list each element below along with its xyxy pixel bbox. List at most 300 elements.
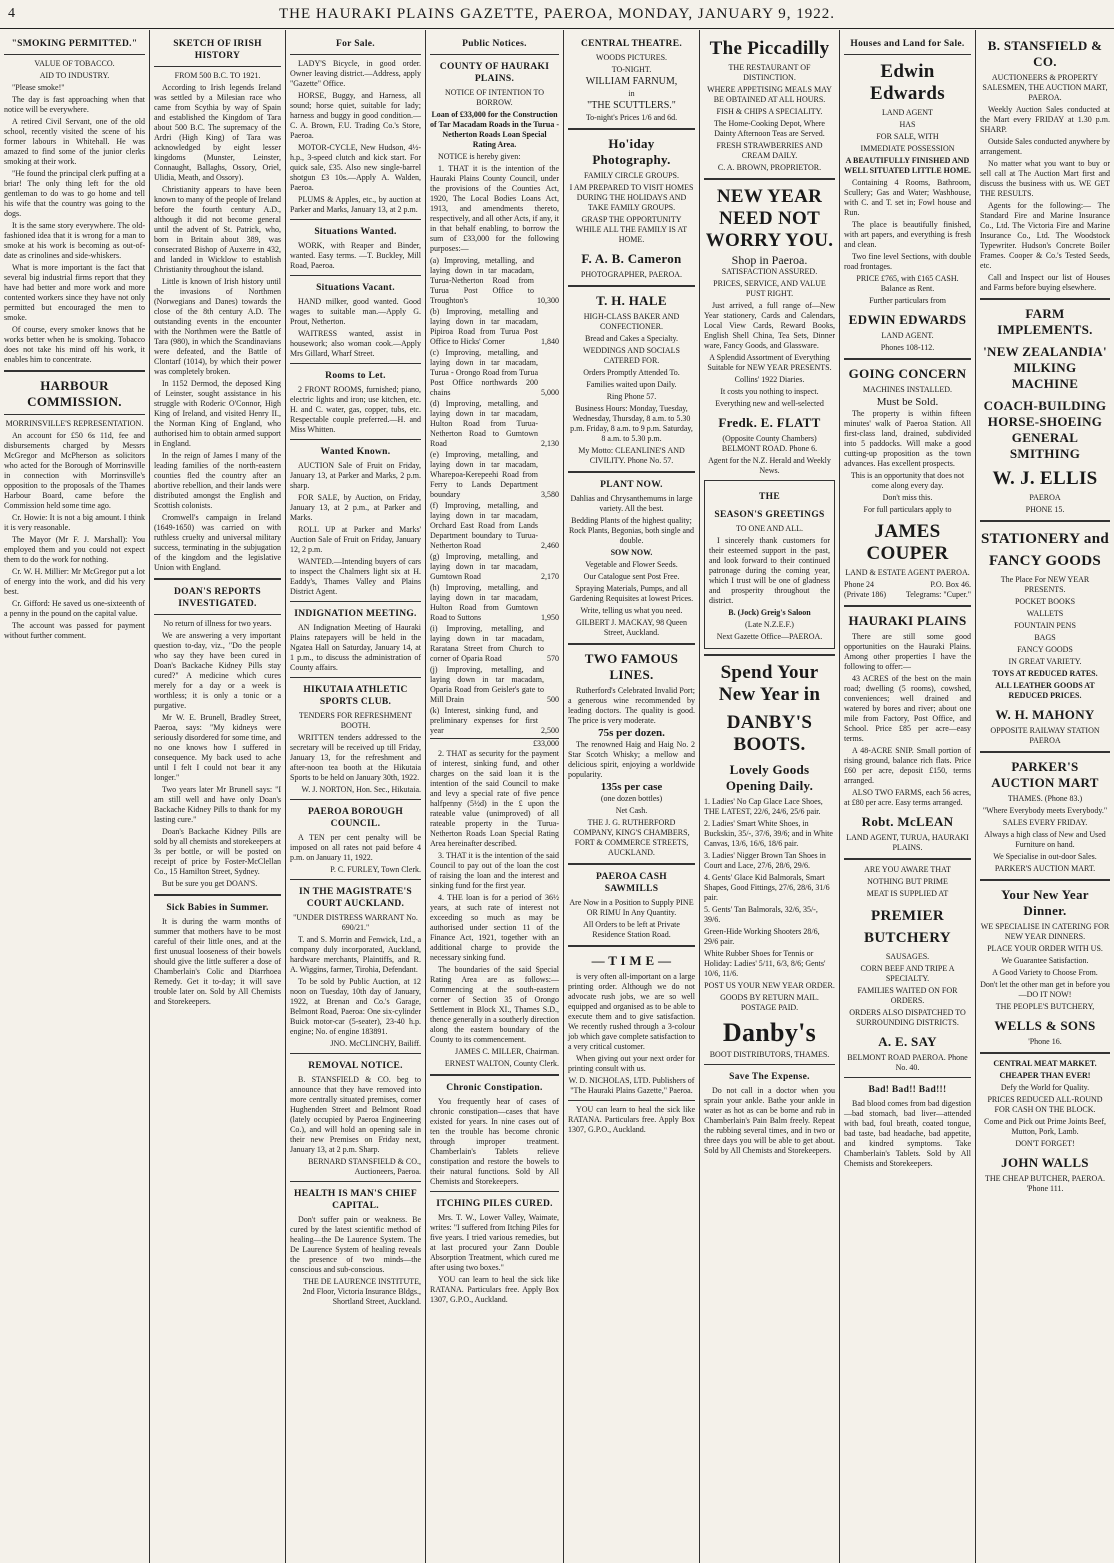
price: 75s per dozen. <box>598 727 665 739</box>
loan-item <box>430 706 559 736</box>
paragraph: An account for £50 6s 11d, fee and disbursements charged by Messrs McGregor and McPherson as solicitors who acted for the Borough of Morrinsville in connection with Morrinsville's opposition to the proposals of the Thames Harbour Board, came before the Commission held some time ago. <box>4 431 145 510</box>
loan-item <box>430 348 559 398</box>
ad-text: 43 ACRES of the best on the main road; dwelling (5 rooms), cowshed, conveniences; well drained and watered by bores and river; about one mile from Factory, Post Office, and School. Price £85 per acre—easy terms. <box>844 674 971 743</box>
ad-text: NOTHING BUT PRIME <box>867 877 948 886</box>
paragraph: 3. THAT it is the intention of the said Council to pay out of the loan the cost of raising the loan and the interest and sinking fund for the first year. <box>430 851 559 890</box>
ad-text: Weekly Auction Sales conducted at the Mart every FRIDAY at 1.30 p.m. SHARP. <box>980 105 1110 134</box>
ad-text: I AM PREPARED TO VISIT HOMES DURING THE HOLIDAYS AND TAKE FAMILY GROUPS. <box>569 183 694 212</box>
notice: A TEN per cent penalty will be imposed on all rates not paid before 4 p.m. on January 11, 1922. <box>290 833 421 862</box>
ad-text: PLACE YOUR ORDER WITH US. <box>987 944 1103 953</box>
loan-item-amount: 2,460 <box>541 541 559 550</box>
ad-text: SALES EVERY FRIDAY. <box>1002 818 1088 827</box>
shoe-item: 4. Gents' Glace Kid Balmorals, Smart Shapes, Good Fittings, 27/6, 28/6, 31/6 pair. <box>704 873 830 902</box>
ad-text: "Where Everybody meets Everybody." <box>982 806 1108 815</box>
ad-text: LAND & ESTATE AGENT PAEROA. <box>845 568 970 577</box>
paragraph: The boundaries of the said Special Rating Area are as follows:—Commencing at the south-eastern corner of Section 35 of Orongo Settlement in Block XI., Thames S.D., thence generally in a southerly direction along the eastern boundary of the County to its commencement. <box>430 965 559 1044</box>
loan-item-amount: 2,170 <box>541 572 559 581</box>
headline-flatt: Fredk. E. FLATT <box>718 415 821 430</box>
ad-text: PARKER'S AUCTION MART. <box>994 864 1096 873</box>
loan-item-amount: 5,000 <box>541 388 559 397</box>
ad-text: ORDERS ALSO DISPATCHED TO SURROUNDING DISTRICTS. <box>849 1008 966 1027</box>
telegrams: Telegrams: "Cuper." <box>905 590 971 599</box>
paragraph: Mrs. T. W., Lower Valley, Waimate, writes: "I suffered from Itching Piles for five years. I tried various remedies, but at last procured your Zann Double Absorption Treatment, which cured me after using two boxes." <box>430 1213 559 1272</box>
ad-text: AUCTIONEERS & PROPERTY SALESMEN, THE AUCTION MART, PAEROA. <box>982 73 1108 102</box>
stationery-item: FOUNTAIN PENS <box>1014 621 1076 630</box>
headline-spend: Spend Your New Year in <box>718 662 821 705</box>
ad-text: Our Catalogue sent Post Free. <box>583 572 680 581</box>
ad-text: Don't let the other man get in before you—DO IT NOW! <box>980 980 1110 999</box>
ad-text: Outside Sales conducted anywhere by arrangement. <box>980 137 1110 156</box>
loan-item-amount: 2,500 <box>541 726 559 735</box>
ad-text: The Home-Cooking Depot, Where Dainty Afternoon Teas are Served. <box>714 119 825 138</box>
loan-item-amount: 1,840 <box>541 337 559 346</box>
signature: P. C. FURLEY, Town Clerk. <box>330 865 421 874</box>
notice: AN Indignation Meeting of Hauraki Plains ratepayers will be held in the Ngatea Hall on Saturday, January 14, at 1 p.m., to discuss the administration of County affairs. <box>290 623 421 672</box>
ad-text: Defy the World for Quality. <box>1000 1083 1090 1092</box>
loan-item <box>430 450 559 500</box>
masthead <box>0 0 1114 29</box>
ad-text: The renowned Haig and Haig No. 2 Star Scotch Whisky; a mellow and delicious spirit, enjoying a worldwide popularity. <box>568 740 695 779</box>
ad-text: GOODS BY RETURN MAIL. POSTAGE PAID. <box>720 993 819 1012</box>
stationery-item: WALLETS <box>1026 609 1064 618</box>
headline-save-expense: Save The Expense. <box>729 1072 810 1082</box>
loan-item-text: (j) Improving, metalling, and laying down in tar macadam, Oparia Road from Geisler's gate to Mill Drain <box>430 665 544 704</box>
ad-text: For full particulars apply to <box>863 505 952 514</box>
signature: BERNARD STANSFIELD & CO., Auctioneers, Paeroa. <box>308 1157 421 1176</box>
ad-text: There are still some good opportunities on the Hauraki Plains. Among other properties I have the following to offer:— <box>844 632 971 671</box>
ad-text: Further particulars from <box>869 296 946 305</box>
ad-text: Bedding Plants of the highest quality; Rock Plants, Begonias, both single and double. <box>568 516 695 545</box>
headline-say: A. E. SAY <box>878 1034 937 1049</box>
subheading: No return of illness for two years. <box>163 619 272 628</box>
paragraph: 2. THAT as security for the payment of interest, sinking fund, and other charges on the said loan it is the intention of the said Council to make and levy a special rate of five pence halfpenny (5½d) in the £ upon the rateable value (unimproved) of all rateable property in the Turua-Netherton Roads Loan Special Rating Area hereinafter described. <box>430 749 559 848</box>
ad-text: CENTRAL MEAT MARKET. <box>993 1059 1097 1068</box>
column-3 <box>286 30 426 1563</box>
ad-text: Don't miss this. <box>882 493 933 502</box>
loan-item-amount: 500 <box>547 695 559 704</box>
loan-total: £33,000 <box>430 738 559 749</box>
column-6 <box>700 30 840 1563</box>
shoe-item: Green-Hide Working Shooters 28/6, 29/6 pair. <box>704 927 820 946</box>
classified-ad: WAITRESS wanted, assist in housework; also woman cook.—Apply Mrs Gillard, Wharf Street. <box>290 329 421 358</box>
loan-items-list <box>430 256 559 736</box>
ad-text: BOOT DISTRIBUTORS, THAMES. <box>709 1050 830 1059</box>
headline-farm-implements: FARM IMPLEMENTS. <box>997 306 1093 337</box>
headline-edwin-edwards: Edwin Edwards <box>870 61 945 104</box>
ad-text: Write, telling us what you need. <box>580 606 683 615</box>
ad-text: FOR SALE, WITH <box>876 132 939 141</box>
ad-text: Agent for the N.Z. Herald and Weekly News. <box>708 456 831 475</box>
headline-hikutaia: HIKUTAIA ATHLETIC SPORTS CLUB. <box>303 685 408 707</box>
ad-text: PRICES REDUCED ALL-ROUND FOR CASH ON THE BLOCK. <box>987 1095 1103 1114</box>
notice: Don't suffer pain or weakness. Be cured by the latest scientific method of healing—the De Laurence System. The De Laurence System of healing reveals the presence of two minds—the conscious and sub-conscious. <box>290 1215 421 1274</box>
ad-text: MEAT IS SUPPLIED AT <box>866 889 949 898</box>
newspaper-title: THE HAURAKI PLAINS GAZETTE, PAEROA, MONDAY, JANUARY 9, 1922. <box>279 5 835 22</box>
ad-text: BELMONT ROAD PAEROA. Phone No. 40. <box>847 1053 968 1072</box>
ad-text: OPPOSITE RAILWAY STATION PAEROA <box>990 726 1100 745</box>
headline-itching-piles: ITCHING PILES CURED. <box>436 1199 553 1209</box>
classified-ad: AUCTION Sale of Fruit on Friday, January 13, at Parker and Marks, 2 p.m. sharp. <box>290 461 421 490</box>
headline-health: HEALTH IS MAN'S CHIEF CAPITAL. <box>294 1189 417 1211</box>
shoe-item: 2. Ladies' Smart White Shoes, in Buckskin, 35/-, 37/6, 39/6; and in White Canvas, 13/6, 16/6, 18/6 pair. <box>704 819 833 848</box>
paragraph: You frequently hear of cases of chronic constipation—cases that have existed for years. In nine cases out of ten the trouble has become chronic through improper treatment. Chamberlain's Tablets relieve constipation and restore the bowels to their natural functions. Sold by All Chemists and Storekeepers. <box>430 1097 559 1186</box>
ad-text: ALL LEATHER GOODS AT REDUCED PRICES. <box>995 681 1095 700</box>
classified-ad: ROLL UP at Parker and Marks' Auction Sale of Fruit on Friday, January 12, 2 p.m. <box>290 525 421 554</box>
notice: T. and S. Morrin and Fenwick, Ltd., a company duly incorporated, Auckland, hardware merchants, Plaintiffs, and R. A. Wiggins, farmer, Tirohia, Defendant. <box>290 935 421 974</box>
headline-borough: PAEROA BOROUGH COUNCIL. <box>307 807 404 829</box>
ad-text: Always a high class of New and Used Furniture on hand. <box>984 830 1106 849</box>
paragraph: We are answering a very important question to-day, viz., "Do the people who say they have been cured in Doan's Backache Kidney Pills stay cured?" A medicine which cures merely for a day or a week is worthless; it is only a tonic or a purgative. <box>154 631 281 710</box>
classified-ad: WANTED.—Intending buyers of cars to inspect the Chalmers light six at H. Eaddy's, Thames Valley and Plains District Agent. <box>290 557 421 596</box>
classified-ad: HAND milker, good wanted. Good wages to suitable man.—Apply G. Prout, Netherton. <box>290 297 421 326</box>
ad-text: Phones 108-112. <box>880 343 935 352</box>
signature: W. J. NORTON, Hon. Sec., Hikutaia. <box>301 785 421 794</box>
ad-text: CORN BEEF AND TRIPE A SPECIALTY. <box>860 964 955 983</box>
subheading: AID TO INDUSTRY. <box>39 71 110 80</box>
ad-text: Business Hours: Monday, Tuesday, Wednesday, Thursday, 8 a.m. to 5.30 p.m. Friday, 8 a.m. to 9 p.m. Saturday, 8 a.m. to 5.30 p.m. <box>570 404 693 443</box>
section-header-for-sale: For Sale. <box>336 39 375 49</box>
paragraph: Mr W. E. Brunell, Bradley Street, Paeroa, says: "My kidneys were seriously disordered for some time, and no one knows how I suffered in consequence. My back used to ache until I felt I could not bear it any longer." <box>154 713 281 782</box>
shoe-item: 5. Gents' Tan Balmorals, 32/6, 35/-, 39/6. <box>704 905 818 924</box>
paragraph: Of course, every smoker knows that he works better when he is smoking. Tobacco does not take his mind off his work, it enables him to concentrate. <box>4 325 145 364</box>
ad-text: We Guarantee Satisfaction. <box>1001 956 1089 965</box>
notice: To be sold by Public Auction, at 12 noon on Tuesday, 10th day of January, 1922, at Brenan and Co.'s Garage, Belmont Road, Paeroa: One six-cylinder Buick motor-car (5-seater), 23-40 h.p. engine; No. of engine 183891. <box>290 977 421 1036</box>
ad-text: W. D. NICHOLAS, LTD. Publishers of "The Hauraki Plains Gazette," Paeroa. <box>568 1076 695 1095</box>
section-header-situations-wanted: Situations Wanted. <box>314 227 397 237</box>
headline-smoking: "SMOKING PERMITTED." <box>11 39 138 49</box>
classified-ad: WORK, with Reaper and Binder, wanted. Easy terms. —T. Buckley, Mill Road, Paeroa. <box>290 241 421 270</box>
section-header-rooms: Rooms to Let. <box>325 371 386 381</box>
stationery-item: BAGS <box>1034 633 1056 642</box>
subheading: "UNDER DISTRESS WARRANT No. 690/21." <box>293 913 418 932</box>
paragraph: A retired Civil Servant, one of the old school, recently visited the scene of his former labours in Whitehall. He was amazed to find some of the junior clerks smoking at their work. <box>4 117 145 166</box>
classified-ad: HORSE, Buggy, and Harness, all sound; horse quiet, suitable for lady; harness and buggy in good condition.—C. A. Brown, F.U. Trading Co.'s Store, Paeroa. <box>290 91 421 140</box>
headline-going-concern: GOING CONCERN <box>848 366 967 381</box>
ad-text: SATISFACTION ASSURED. <box>721 267 818 276</box>
signature: ERNEST WALTON, County Clerk. <box>444 1059 559 1068</box>
paragraph: "Please smoke!" <box>12 83 65 92</box>
headline-the: THE <box>759 492 780 502</box>
ad-text: SAUSAGES. <box>885 952 930 961</box>
paragraph: Cr. Howie: It is not a big amount. I think it is very reasonable. <box>4 513 145 532</box>
headline-county: COUNTY OF HAURAKI PLAINS. <box>439 62 550 84</box>
headline-theatre: CENTRAL THEATRE. <box>580 39 683 49</box>
ad-text: Collins' 1922 Diaries. <box>734 375 805 384</box>
ad-text: Are Now in a Position to Supply PINE OR RIMU In Any Quantity. <box>569 898 694 917</box>
ad-text: MACHINES INSTALLED. <box>862 385 953 394</box>
headline-new-year-dinner: Your New Year Dinner. <box>1001 887 1089 918</box>
paragraph: Cr. Gifford: He saved us one-sixteenth of a penny in the pound on the capital value. <box>4 599 145 618</box>
ad-text: Ring Phone 57. <box>606 392 657 401</box>
loan-item-text: (e) Improving, metalling, and laying down in tar macadam, Wharepoa-Kerepeehi Road from Ferry to Lands Department boundary <box>430 450 538 499</box>
ad-text: The place is beautifully finished, with art papers, and everything is fresh and clean. <box>844 220 971 249</box>
ad-text: PAEROA <box>1029 493 1061 502</box>
paragraph: The Mayor (Mr F. J. Marshall): You employed them and you could not expect them to do the work for nothing. <box>4 535 145 564</box>
ad-text: IMMEDIATE POSSESSION <box>860 144 955 153</box>
loan-item-text: (c) Improving, metalling, and laying down in tar macadam, Turua - Orongo Road from Turua Post Office northwards 200 chains <box>430 348 538 397</box>
stationery-item: IN GREAT VARIETY. <box>1008 657 1082 666</box>
paragraph: YOU can learn to heal the sick like RATANA. Particulars free. Apply Box 1307, G.P.O., Auckland. <box>430 1275 559 1304</box>
headline-sick-babies: Sick Babies in Summer. <box>166 903 269 913</box>
ad-text: I sincerely thank customers for their esteemed support in the past, and look forward to their continued patronage during the coming year, which I trust will be one of gladness and prosperity throughout the district. <box>709 536 830 605</box>
headline-harbour: HARBOUR COMMISSION. <box>27 378 122 409</box>
loan-item <box>430 256 559 306</box>
headline-edwin-edwards-2: EDWIN EDWARDS <box>848 312 967 327</box>
headline-stationery: STATIONERY and FANCY GOODS <box>980 531 1110 569</box>
loan-item-amount: 570 <box>547 654 559 663</box>
section-header-houses: Houses and Land for Sale. <box>850 39 965 49</box>
section-header-situations-vacant: Situations Vacant. <box>316 283 395 293</box>
loan-item-text: (b) Improving, metalling and laying down in tar macadam, Pipiroa Road from Turua Post Office to Hicks' Corner <box>430 307 538 346</box>
ad-text: Bad blood comes from bad digestion—bad stomach, bad liver—attended with bad, foul breath, coated tongue, bad taste, bad headache, bad appetite, and kindred symptoms. Take Chamberlain's Tablets. Sold by All Chemists and Storekeepers. <box>844 1099 971 1168</box>
ad-text: ALSO TWO FARMS, each 56 acres, at £80 per acre. Easy terms arranged. <box>844 788 971 807</box>
ad-text: PHOTOGRAPHER, PAEROA. <box>580 270 683 279</box>
loan-item-text: (i) Improving, metalling, and laying down in tar macadam, Raratana Street from Church to corner of Oparia Road <box>430 624 544 663</box>
paragraph: The account was passed for payment without further comment. <box>4 621 145 640</box>
headline-stansfield: B. STANSFIELD & CO. <box>987 38 1103 69</box>
loan-item-amount: 2,130 <box>541 439 559 448</box>
headline-coach-building: COACH-BUILDING HORSE-SHOEING GENERAL SMITHING <box>983 398 1107 461</box>
ad-text: To-night's Prices 1/6 and 6d. <box>585 113 678 122</box>
ad-text: B. (Jock) Greig's Saloon <box>728 608 811 617</box>
headline-lovely-goods: Lovely Goods Opening Daily. <box>725 762 814 793</box>
ad-text: CHEAPER THAN EVER! <box>999 1071 1091 1080</box>
ad-text: WE SPECIALISE IN CATERING FOR NEW YEAR DINNERS. <box>980 922 1110 941</box>
paragraph: "He found the principal clerk puffing at a briar! The only thing left for the old gentleman to do was to go home and tell his wife that the country was going to the dogs. <box>4 169 145 218</box>
ad-text: WOODS PICTURES. <box>595 53 668 62</box>
ad-text: "THE SCUTTLERS." <box>587 100 676 111</box>
paragraph: What is more important is the fact that several big industrial firms report that they have had better and more work and more contented workers since they have not only permitted but encouraged the men to smoke. <box>4 263 145 322</box>
ad-text: Everything new and well-selected <box>715 399 824 408</box>
paragraph: It is during the warm months of summer that mothers have to be most careful of their little ones, and at the first unusual looseness of their bowels should give the little sufferer a dose of Chamberlain's Colic and Diarrhoea Remedy. Get it to-day; it will save trouble later on. Sold by All Chemists and Storekeepers. <box>154 917 281 1006</box>
ad-text: My Motto: CLEANLINE'S AND CIVILITY. Phone No. 57. <box>578 446 685 465</box>
ad-text: Call and Inspect our list of Houses and Farms before buying elsewhere. <box>980 273 1110 292</box>
ad-text: FRESH STRAWBERRIES AND CREAM DAILY. <box>716 141 823 160</box>
signature: THE DE LAURENCE INSTITUTE, 2nd Floor, Victoria Insurance Bldgs., Shortland Street, Auckland. <box>302 1277 421 1306</box>
ad-text: When giving out your next order for printing consult with us. <box>568 1054 695 1073</box>
price: 135s per case <box>600 781 663 793</box>
ad-text: The property is within fifteen minutes' walk of Paeroa Station. All first-class land, drained, subdivided into 5 paddocks. Will make a good cutting-up proposition as the town advances. Has excellent prospects. <box>844 409 971 468</box>
column-2 <box>150 30 286 1563</box>
ad-text: Next Gazette Office—PAEROA. <box>716 632 823 641</box>
paragraph: 4. THE loan is for a period of 36½ years, at such rate of interest not exceeding so much as may be authorised under section 11 of the Finance Act, 1921, together with an additional charge to provide the necessary sinking fund. <box>430 893 559 962</box>
ad-text: It costs you nothing to inspect. <box>720 387 819 396</box>
ad-text: is very often all-important on a large printing order. Although we do not advocate rush jobs, we are so well equipped and organised as to be able to execute them and to give satisfaction. We recently rushed through a 3-colour job which gave complete satisfaction to a very critical customer. <box>568 972 695 1051</box>
stationery-list <box>980 597 1110 667</box>
ad-text: Families waited upon Daily. <box>586 380 677 389</box>
subheading: VALUE OF TOBACCO. <box>34 59 115 68</box>
loan-item <box>430 624 559 664</box>
headline-mclean: Robt. McLEAN <box>861 814 954 829</box>
classified-ad: PLUMS & Apples, etc., by auction at Parker and Marks, January 13, at 2 p.m. <box>290 195 421 214</box>
ad-text: 'Phone 16. <box>1028 1037 1062 1046</box>
notice: WRITTEN tenders addressed to the secretary will be received up till Friday, January 13, for the refreshment and after-noon tea booth at the Hikutaia Sports to be held on January 30th, 1922. <box>290 733 421 782</box>
ad-text: (Opposite County Chambers) BELMONT ROAD. Phone 6. <box>721 434 818 453</box>
classified-ad: FOR SALE, by Auction, on Friday, January 13, at 2 p.m., at Parker and Marks. <box>290 493 421 522</box>
paragraph: Christianity appears to have been known to many of the people of Ireland before the fourth century A.D., although it did not become general until the advent of St. Patrick, who, born in Britain about 389, was consecrated Bishop of Auxerre in 432, and landed in Wicklow to establish Christianity throughout the island. <box>154 185 281 274</box>
ad-text: FAMILIES WAITED ON FOR ORDERS. <box>857 986 958 1005</box>
ad-text: A Good Variety to Choose From. <box>992 968 1098 977</box>
ad-text: Orders Promptly Attended To. <box>583 368 680 377</box>
subheading: Loan of £33,000 for the Construction of Tar Macadam Roads in the Turua - Netherton Roads Loan Special Rating Area. <box>430 110 559 149</box>
subheading: NOTICE OF INTENTION TO BORROW. <box>444 88 545 107</box>
ad-text: TO-NIGHT. <box>611 65 652 74</box>
paragraph: Two years later Mr Brunell says: "I am still well and have only Doan's Backache Kidney Pills to thank for my lasting cure." <box>154 785 281 824</box>
ad-text: in <box>628 89 635 98</box>
paragraph: Little is known of Irish history until the invasions of Northmen (Norwegians and Danes) towards the close of the 8th century A.D. The outstanding events in the encounter with the Northmen were the Battle of Tara (980), in which the Scandinavians were defeated, and the Battle of Clontarf (1014), by which their power was completely broken. <box>154 277 281 376</box>
headline-time: — T I M E — <box>591 953 672 968</box>
loan-item <box>430 665 559 705</box>
loan-item <box>430 307 559 347</box>
ad-text: No matter what you want to buy or sell call at The Auction Mart first and discuss the business with us. WE GET THE RESULTS. <box>980 159 1110 198</box>
shoe-list <box>704 797 835 979</box>
headline-plant-now: PLANT NOW. <box>600 480 663 490</box>
signature: JNO. McCLINCHY, Bailiff. <box>330 1039 421 1048</box>
ad-text: PRICES, SERVICE, AND VALUE PUST RIGHT. <box>713 279 826 298</box>
ad-text: Must be Sold. <box>876 396 939 408</box>
shoe-item: 1. Ladies' No Cap Glace Lace Shoes, THE LATEST, 22/6, 24/6, 25/6 pair. <box>704 797 823 816</box>
loan-item-text: (h) Improving, metalling, and laying down in tar macadam, Hulton Road from Gumtown Road to Suttons <box>430 583 538 622</box>
ad-text: WHERE APPETISING MEALS MAY BE OBTAINED AT ALL HOURS. <box>707 85 832 104</box>
column-5 <box>564 30 700 1563</box>
notice: B. STANSFIELD & CO. beg to announce that they have removed into more centrally situated premises, corner Hughenden Street and Belmont Road (lately occupied by Paeroa Engineering Co.), and will hold an opening sale in their new Premises on Friday next, January 13, at 2 p.m. Sharp. <box>290 1075 421 1154</box>
headline-james-couper: JAMES COUPER <box>866 521 949 564</box>
headline-sawmills: PAEROA CASH SAWMILLS <box>596 872 667 894</box>
ad-text: Spraying Materials, Pumps, and all Gardening Requisites at lowest Prices. <box>569 584 694 603</box>
ad-text: LAND AGENT. <box>881 331 934 340</box>
ad-text: THE J. G. RUTHERFORD COMPANY, KING'S CHAMBERS, FORT & COMMERCE STREETS, AUCKLAND. <box>573 818 690 857</box>
paragraph: Doan's Backache Kidney Pills are sold by all chemists and storekeepers at 3s per bottle, or will be posted on receipt of price by Foster-McClellan Co., 15 Hamilton Street, Sydney. <box>154 827 281 876</box>
headline-danbys-boots: DANBY'S BOOTS. <box>726 712 813 755</box>
ad-text: TOYS AT REDUCED RATES. <box>992 669 1098 678</box>
contact-row <box>844 580 971 590</box>
paragraph: The day is fast approaching when that notice will be everywhere. <box>4 95 145 114</box>
headline-ellis: W. J. ELLIS <box>992 468 1098 489</box>
subheading: FROM 500 B.C. TO 1921. <box>174 71 261 80</box>
paragraph: NOTICE is hereby given: <box>438 152 521 161</box>
classified-ad: LADY'S Bicycle, in good order. Owner leaving district.—Address, apply "Gazette" Office. <box>290 59 421 88</box>
headline-court: IN THE MAGISTRATE'S COURT AUCKLAND. <box>298 887 413 909</box>
ad-text: WEDDINGS AND SOCIALS CATERED FOR. <box>583 346 680 365</box>
ad-text: THE CHEAP BUTCHER, PAEROA. 'Phone 111. <box>984 1174 1106 1193</box>
headline-hauraki-plains: HAURAKI PLAINS <box>848 613 967 628</box>
ad-text: GILBERT J. MACKAY, 98 Queen Street, Auckland. <box>576 618 687 637</box>
headline-parkers: PARKER'S AUCTION MART <box>991 759 1099 790</box>
ad-text: Agents for the following:— The Standard Fire and Marine Insurance Co., Ltd. The Victoria Fire and Marine Insurance Co., Ltd. The Woodstock Typewriter. Hudson's Concrete Boiler Frames. Cooper & Co.'s Tested Seeds, etc. <box>980 201 1110 270</box>
headline-irish-history: SKETCH OF IRISH HISTORY <box>173 39 262 61</box>
ad-text: Bread and Cakes a Specialty. <box>584 334 678 343</box>
ad-text: (one dozen bottles) <box>600 794 663 803</box>
columns <box>0 30 1114 1563</box>
paragraph: Cromwell's campaign in Ireland (1649-1650) was carried on with ruthless cruelty and universal military success, terminating in the subjugation of the kingdom and the legislative Union with England. <box>154 513 281 572</box>
subheading: TENDERS FOR REFRESHMENT BOOTH. <box>298 711 413 730</box>
ad-text: Do not call in a doctor when you sprain your ankle. Bathe your ankle in water as hot as can be borne and rub in Chamberlain's Pain Balm freely. Repeat the rubbing several times, and in two or three days you will be able to get about. Sold by All Chemists and Storekeepers. <box>704 1086 835 1155</box>
column-8 <box>976 30 1114 1563</box>
paragraph: In the reign of James I many of the leading families of the north-eastern counties fled the country after an abortive rebellion, and their lands were distributed amongst the English and Scottish colonists. <box>154 451 281 510</box>
ad-text: Two fine level Sections, with double road frontages. <box>844 252 971 271</box>
headline-premier-butchery: PREMIER BUTCHERY <box>864 908 951 946</box>
ad-text: POST US YOUR NEW YEAR ORDER. <box>704 981 835 990</box>
ad-text: Come and Pick out Prime Joints Beef, Mutton, Pork, Lamb. <box>984 1117 1106 1136</box>
ad-text: HAS <box>899 120 916 129</box>
ad-text: Just arrived, a full range of—New Year stationery, Cards and Calendars, Local View Cards, Reward Books, English Shell China, Tea Sets, Dinner ware, Fancy Goods, and Glassware. <box>704 301 835 350</box>
loan-item <box>430 399 559 449</box>
paragraph: In 1152 Dermod, the deposed King of Leinster, sought assistance in his struggle with Roderic O'Connor, High King of Ireland, and visited Henry II., the Norman King of England, who authorised him to obtain armed support in England. <box>154 379 281 448</box>
ad-text: THE RESTAURANT OF DISTINCTION. <box>728 63 811 82</box>
ad-text: LAND AGENT, TURUA, HAURAKI PLAINS. <box>846 833 969 852</box>
headline-piccadilly: The Piccadilly <box>709 38 830 59</box>
headline-danbys: Danby's <box>722 1018 817 1047</box>
stationery-item: FANCY GOODS <box>1017 645 1073 654</box>
ad-text: Shop in Paeroa. <box>731 253 808 267</box>
ad-text: WILLIAM FARNUM, <box>585 76 678 87</box>
headline-new-year: NEW YEAR NEED NOT WORRY YOU. <box>705 186 834 251</box>
loan-item-text: (g) Improving, metalling, and laying down in tar macadam, Gumtown Road <box>430 552 538 581</box>
headline-photography: Ho'iday Photography. <box>592 136 671 167</box>
paragraph: But be sure you get DOAN'S. <box>162 879 258 888</box>
headline-removal: REMOVAL NOTICE. <box>308 1061 403 1071</box>
ad-text: FISH & CHIPS A SPECIALITY. <box>716 107 823 116</box>
column-7 <box>840 30 976 1563</box>
headline-doans: DOAN'S REPORTS INVESTIGATED. <box>173 587 261 609</box>
classified-ad: 2 FRONT ROOMS, furnished; piano, electric lights and iron; use kitchen, etc. H. and C. water, gas, copper, tubs, etc. Respectable couple preferred.—H. and Miss Whitten. <box>290 385 421 434</box>
loan-item-text: (a) Improving, metalling, and laying down in tar macadam, Turua-Netherton Road from Turua Post Office to Troughton's <box>430 256 534 305</box>
headline-milking-machine: 'NEW ZEALANDIA' MILKING MACHINE <box>983 344 1107 391</box>
ad-text: DON'T FORGET! <box>1015 1139 1075 1148</box>
classified-ad: MOTOR-CYCLE, New Hudson, 4½-h.p., 3-speed clutch and kick start. For quick sale, £35. Also new single-barrel shotgun £3 10s.—Apply A. Walden, Paeroa. <box>290 143 421 192</box>
ad-text: Containing 4 Rooms, Bathroom, Scullery; Gas and Water; Washhouse, with C. and T. set in; Fowl house and Run. <box>844 178 971 217</box>
loan-item <box>430 583 559 623</box>
ad-text: YOU can learn to heal the sick like RATANA. Particulars free. Apply Box 1307, G.P.O., Auckland. <box>568 1105 695 1134</box>
ad-text: THAMES. (Phone 83.) <box>1007 794 1083 803</box>
ad-text: C. A. BROWN, PROPRIETOR. <box>717 163 822 172</box>
ad-text: ARE YOU AWARE THAT <box>864 865 951 874</box>
ad-text: Net Cash. <box>615 806 648 815</box>
ad-text: PRICE £765, with £165 CASH. Balance as Rent. <box>856 274 959 293</box>
shoe-item: 3. Ladies' Nigger Brown Tan Shoes in Court and Lace, 27/6, 28/6, 29/6. <box>704 851 826 870</box>
ad-text: The Place For NEW YEAR PRESENTS. <box>1000 575 1090 594</box>
headline-john-walls: JOHN WALLS <box>1001 1155 1089 1170</box>
headline-wells-sons: WELLS & SONS <box>994 1018 1096 1033</box>
ad-text: SOW NOW. <box>610 548 653 557</box>
headline-cameron: F. A. B. Cameron <box>581 251 682 266</box>
column-1 <box>0 30 150 1563</box>
greetings-box <box>704 480 835 649</box>
headline-two-famous-lines: TWO FAMOUS LINES. <box>584 651 679 682</box>
paragraph: 1. THAT it is the intention of the Hauraki Plains County Council, under the provisions of the Counties Act, 1920, The Local Bodies Loans Act, 1913, and amendments thereto, respectively, and all other Acts, if any, it in that behalf enabling, to borrow the sum of £33,000 for the following purposes:— <box>430 164 559 253</box>
ad-text: Rutherford's Celebrated Invalid Port; a generous wine recommended by leading doctors. The quality is good. The price is very moderate. <box>568 686 695 725</box>
ad-text: GRASP THE OPPORTUNITY WHILE ALL THE FAMILY IS AT HOME. <box>575 215 688 244</box>
loan-item-text: (d) Improving, metalling, and laying down in tar macadam, Hulton Road from Turua-Netherton Road to Gumtown Road <box>430 399 538 448</box>
headline-constipation: Chronic Constipation. <box>446 1083 543 1093</box>
column-4 <box>426 30 564 1563</box>
ad-text: We Specialise in out-door Sales. <box>993 852 1097 861</box>
section-header-public-notices: Public Notices. <box>462 39 527 49</box>
ad-text: All Orders to be left at Private Residence Station Road. <box>583 920 680 939</box>
contact-row <box>844 590 971 600</box>
loan-item <box>430 501 559 551</box>
ad-text: PHONE 15. <box>1025 505 1065 514</box>
ad-text: LAND AGENT <box>882 108 933 117</box>
ad-text: (Late N.Z.E.F.) <box>745 620 794 629</box>
ad-text: A 48-ACRE SNIP. Small portion of rising ground, balance rich flats. Price £60 per acre, deposit £150, terms arranged. <box>844 746 971 785</box>
loan-item-amount: 1,950 <box>541 613 559 622</box>
po-box: P.O. Box 46. <box>930 580 971 589</box>
ad-text: A Splendid Assortment of Everything Suitable for NEW YEAR PRESENTS. <box>707 353 832 372</box>
section-header-wanted-known: Wanted Known. <box>320 447 391 457</box>
phone-number: Phone 24 <box>844 580 874 589</box>
headline-hale: T. H. HALE <box>596 293 667 308</box>
